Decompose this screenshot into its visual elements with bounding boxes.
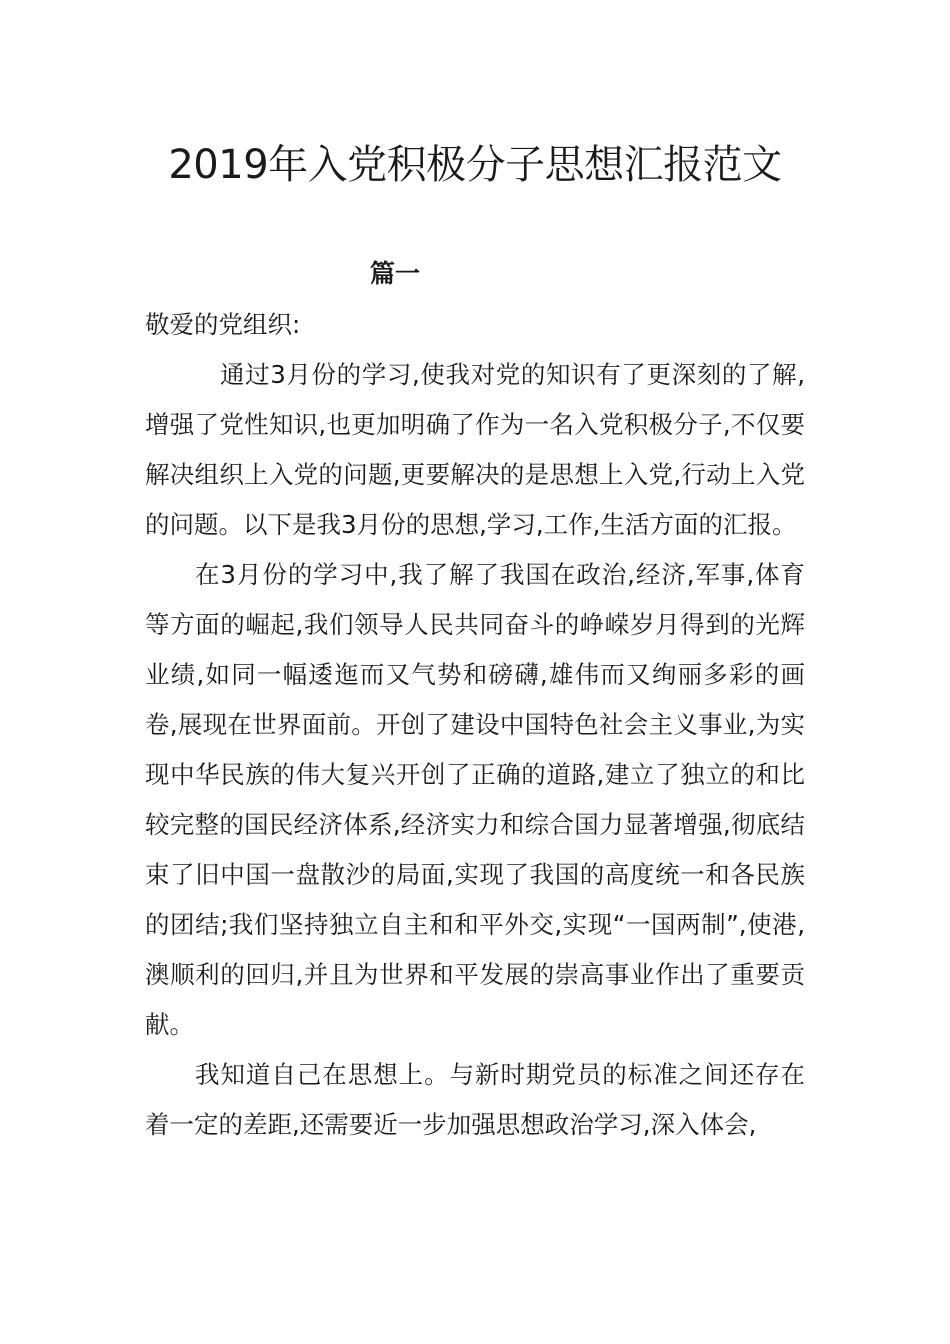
document-title: 2019年入党积极分子思想汇报范文 [168, 142, 782, 188]
section-heading: 篇一 [370, 259, 421, 288]
paragraph-1: 通过3月份的学习,使我对党的知识有了更深刻的了解,增强了党性知识,也更加明确了作为一名入党积极分子,不仅要解决组织上入党的问题,更要解决的是思想上入党,行动上入党的问题。以下是我3月份的思想,学习,工作,生活方面的汇报。 [145, 360, 805, 539]
document-body [145, 300, 805, 1150]
paragraph-3: 我知道自己在思想上。与新时期党员的标准之间还存在着一定的差距,还需要近一步加强思想政治学习,深入体会, [145, 1060, 805, 1139]
paragraph-2: 在3月份的学习中,我了解了我国在政治,经济,军事,体育等方面的崛起,我们领导人民共同奋斗的峥嵘岁月得到的光辉业绩,如同一幅逶迤而又气势和磅礴,雄伟而又绚丽多彩的画卷,展现在世界面前。开创了建设中国特色社会主义事业,为实现中华民族的伟大复兴开创了正确的道路,建立了独立的和比较完整的国民经济体系,经济实力和综合国力显著增强,彻底结束了旧中国一盘散沙的局面,实现了我国的高度统一和各民族的团结;我们坚持独立自主和和平外交,实现“一国两制”,使港,澳顺利的回归,并且为世界和平发展的崇高事业作出了重要贡献。 [145, 560, 805, 1039]
salutation: 敬爱的党组织: [145, 310, 301, 339]
